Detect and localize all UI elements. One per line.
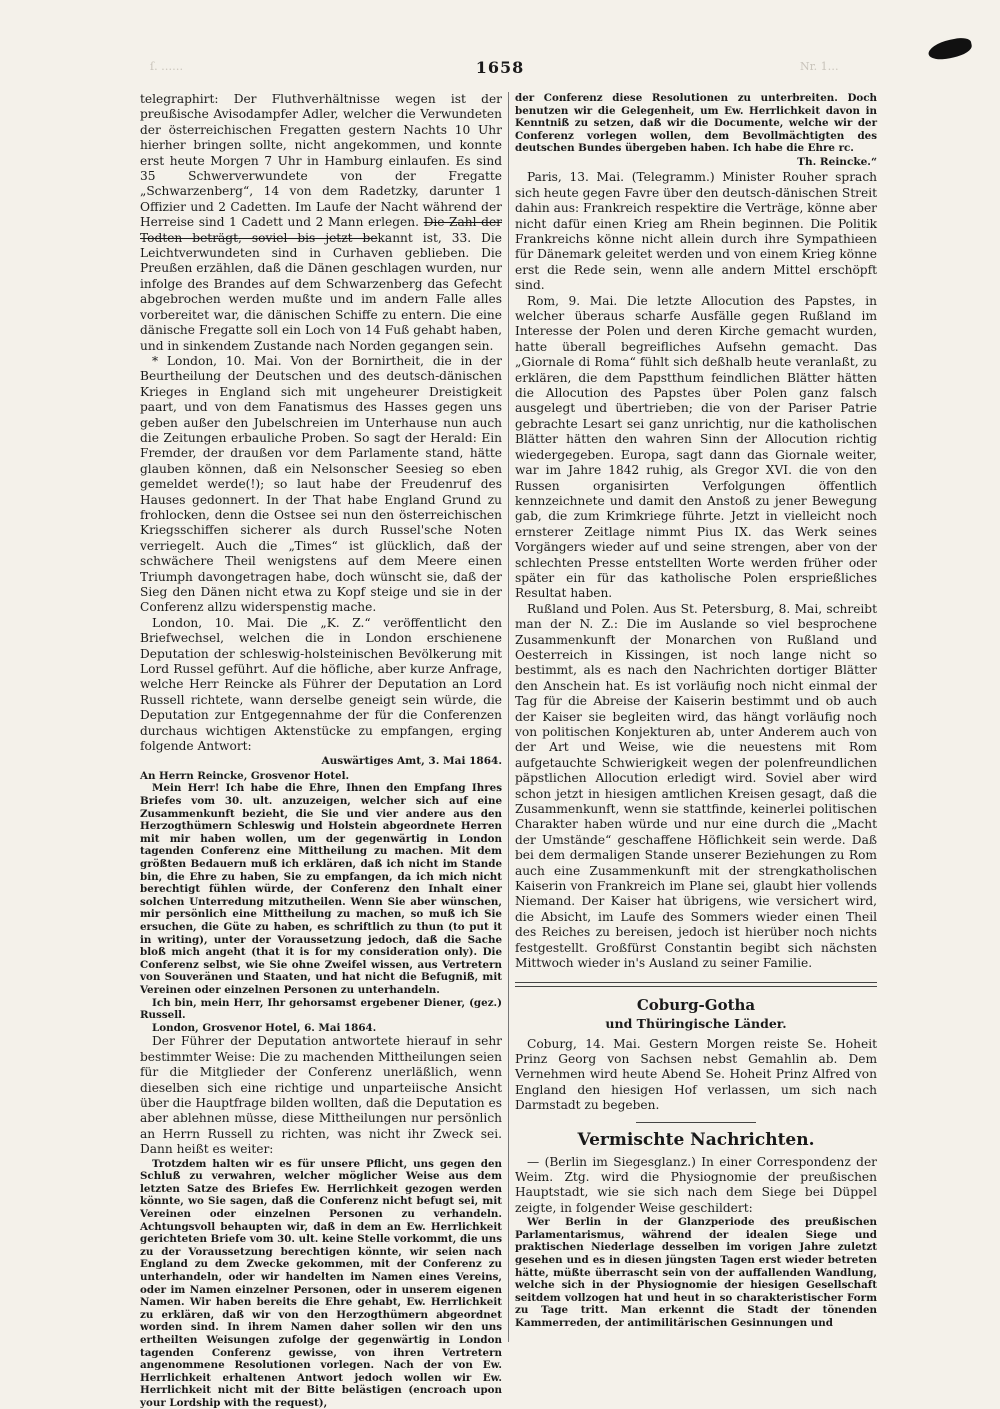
article-coburg: Coburg, 14. Mai. Gestern Morgen reiste Se. Hoheit Prinz Georg von Sachsen nebst Gemahlin ab. Dem Vernehmen wird heute Abend Se. Hoheit Prinz Alfred von England den hiesigen Hof verlassen, um sich nach Darmstadt zu begeben. (515, 1036, 877, 1113)
letter-address: An Herrn Reincke, Grosvenor Hotel. (140, 769, 350, 782)
deputation-letter-continued: der Conferenz diese Resolutionen zu unterbreiten. Doch benutzen wir die Gelegenheit, um Ew. Herrlichkeit davon in Kenntniß zu setzen, daß wir die Documente, welche wir der Conferenz vorlegen wollen, dem Bevollmächtigten des deutschen Bundes übergeben haben. Ich habe die Ehre rc. (515, 92, 877, 155)
article-russland-polen: Rußland und Polen. Aus St. Petersburg, 8. Mai, schreibt man der N. Z.: Die im Auslande so viel besprochene Zusammenkunft der Monarchen von Rußland und Oesterreich in Kissingen, ist noch lange nicht so bestimmt, als es nach den Nachrichten dortiger Blätter den Anschein hat. Es ist vorläufig noch nicht einmal der Tag für die Abreise der Kaiserin bestimmt und ob auch der Kaiser sie begleiten wird, das hängt vorläufig noch von politischen Konjekturen ab, unter Anderem auch von der Art und Weise, wie die neuestens mit Rom aufgetauchte Schwierigkeit wegen der polenfreundlichen päpstlichen Allocution erledigt wird. Soviel aber wird schon jetzt in hiesigen amtlichen Kreisen gesagt, daß die Zusammenkunft, wenn sie stattfinde, keinerlei politischen Charakter haben würde und nur eine durch die „Macht der Umstände“ geschaffene Höflichkeit sein werde. Daß bei dem dermaligen Stande unserer Beziehungen zu Rom auch eine Zusammenkunft mit der strengkatholischen Kaiserin von Frankreich im Plane sei, glaubt hier vollends Niemand. Der Kaiser hat übrigens, wie versichert wird, die Absicht, im Laufe des Sommers wieder einen Theil des Reiches zu bereisen, jedoch ist hierüber noch nichts festgestellt. Großfürst Constantin begibt sich nächsten Mittwoch wieder in's Ausland zu seiner Familie. (515, 601, 877, 971)
letter-place-date: London, Grosvenor Hotel, 6. Mai 1864. (152, 1021, 377, 1034)
struck-line: Die Zahl der Todten beträgt, soviel bis jetzt be (140, 215, 503, 245)
article-berlin-quote: Wer Berlin in der Glanzperiode des preußischen Parlamentarismus, während der idealen Siege und praktischen Niederlage desselben im vorigen Jahre zuletzt gesehen und es in diesen jüngsten Tagen erst wieder betreten hätte, müßte überrascht sein von der auffallenden Wandlung, welche sich in der Physiognomie der hiesigen Gesellschaft seitdem vollzogen hat und heut in so charakteristischer Form zu Tage tritt. Man erkennt die Stadt der tönenden Kammerreden, der antimilitärischen Gesinnungen und (515, 1216, 877, 1329)
short-rule (636, 1122, 756, 1123)
section-rule (515, 982, 877, 987)
signature-reincke: Th. Reincke.“ (797, 155, 877, 168)
article-fluthverhaeltnisse: telegraphirt: Der Fluthverhältnisse wegen ist der preußische Avisodampfer Adler, welcher die Verwundeten der österreichischen Fregatten gestern Nachts 10 Uhr hierher bringen sollte, nicht angekommen, und konnte erst heute Morgen 7 Uhr in Hamburg einlaufen. Es sind 35 Schwerverwundete von der Fregatte „Schwarzenberg“, 14 von dem Radetzky, darunter 1 Offizier und 2 Cadetten. Im Laufe der Nacht während der Herreise sind 1 Cadett und 2 Mann erlegen. Die Zahl der Todten beträgt, soviel bis jetzt bekannt ist, 33. Die Leichtverwundeten sind in Curhaven geblieben. Die Preußen erzählen, daß die Dänen geschlagen wurden, nur infolge des Brandes auf dem Schwarzenberg das Gefecht abgebrochen werden mußte und im andern Falle alles vorbereitet war, die dänischen Schiffe zu entern. Die eine dänische Fregatte soll ein Loch von 14 Fuß gehabt haben, und in sinkendem Zustande nach Norden gegangen sein. (140, 92, 503, 353)
letter-closing: Ich bin, mein Herr, Ihr gehorsamst ergebener Diener, (gez.) Russell. (140, 996, 502, 1022)
page-number: 1658 (475, 58, 525, 77)
article-deputation-reply: Der Führer der Deputation antwortete hierauf in sehr bestimmter Weise: Die zu machenden Mittheilungen seien für die Mitglieder der Conferenz unerläßlich, wenn dieselben sich eine richtige und unparteiische Ansicht über die Hauptfrage bilden wollten, daß die Deputation es aber ablehnen müsse, diese Mittheilungen nur persönlich an Herrn Russell zu richten, was nicht ihr Zweck sei. Dann heißt es weiter: (140, 1034, 502, 1157)
letter-header: Auswärtiges Amt, 3. Mai 1864. (321, 755, 502, 768)
bleed-through-text-left: ſ. …… (150, 60, 184, 73)
column-divider (508, 92, 509, 1342)
article-london-briefwechsel: London, 10. Mai. Die „K. Z.“ veröffentlicht den Briefwechsel, welchen die in London erschienene Deputation der schleswig-holsteinischen Bevölkerung mit Lord Russel geführt. Auf die höfliche, aber kurze Anfrage, welche Herr Reincke als Führer der Deputation an Lord Russell richtete, wann derselbe geneigt sein würde, die Deputation zur Entgegennahme der für die Conferenzen durchaus wichtigen Aktenstücke zu empfangen, erging folgende Antwort: (140, 615, 502, 754)
article-berlin-siegesglanz: — (Berlin im Siegesglanz.) In einer Correspondenz der Weim. Ztg. wird die Physiognomie der preußischen Hauptstadt, wie sie sich nach dem Siege bei Düppel zeigte, in folgender Weise geschildert: (515, 1154, 877, 1215)
section-heading-coburg-gotha: Coburg-Gotha (636, 995, 756, 1014)
article-paris: Paris, 13. Mai. (Telegramm.) Minister Rouher sprach sich heute gegen Favre über den deutsch-dänischen Streit dahin aus: Frankreich respektire die Verträge, könne aber nicht dafür einen Krieg am Rhein beginnen. Die Politik Frankreichs könne nicht allein durch ihre Sympathieen für Dänemark geleitet werden und von einem Krieg könne erst die Rede sein, wenn alle andern Mittel erschöpft sind. (515, 170, 877, 293)
article-london-bornirtheit: * London, 10. Mai. Von der Bornirtheit, die in der Beurtheilung der Deutschen und des deutsch-dänischen Krieges in England sich mit ungeheurer Dreistigkeit paart, und von dem Fanatismus des Hasses gegen uns geben außer den Jubelschreien im Unterhause nun auch die Zeitungen erbauliche Proben. So sagt der Herald: Ein Fremder, der draußen vor dem Parlamente stand, hätte glauben können, daß ein Nelsonscher Seesieg so eben gemeldet werde(!); so laut habe der Freudenruf des Hauses gedonnert. In der That habe England Grund zu frohlocken, denn die Ostsee sei nun den österreichischen Kriegsschiffen sicherer als durch Russel'sche Noten verriegelt. Auch die „Times“ ist glücklich, daß der schwächere Theil wenigstens auf dem Meere einen Triumph davongetragen habe, doch wünscht sie, daß der Sieg den Dänen nicht etwa zu Kopf steige und sie in der Conferenz allzu widerspenstig mache. (140, 353, 502, 615)
bleed-through-text-right: Nr. 1… (800, 60, 839, 73)
letter-body: Mein Herr! Ich habe die Ehre, Ihnen den Empfang Ihres Briefes vom 30. ult. anzuzeigen, welcher sich auf eine Zusammenkunft bezieht, die Sie und vier andere aus den Herzogthümern Schleswig und Holstein abgeordnete Herren mit mir haben wollen, um der gegenwärtig in London tagenden Conferenz eine Mittheilung zu machen. Mit dem größten Bedauern muß ich erklären, daß ich nicht im Stande bin, die Ehre zu haben, Sie zu empfangen, da ich mich nicht berechtigt fühlen würde, der Conferenz den Inhalt einer solchen Unterredung mitzutheilen. Wenn Sie aber wünschen, mir persönlich eine Mittheilung zu machen, so muß ich Sie ersuchen, die Güte zu haben, es schriftlich zu thun (to put it in writing), unter der Voraussetzung jedoch, daß die Sache bloß mich angeht (that it is for my consideration only). Die Conferenz selbst, wie Sie ohne Zweifel wissen, aus Vertretern von Souveränen und Staaten, und hat nicht die Befugniß, mit Vereinen oder einzelnen Personen zu unterhandeln. (140, 782, 502, 996)
right-column (515, 92, 877, 1347)
section-subheading-thueringen: und Thüringische Länder. (605, 1015, 787, 1031)
left-column (140, 92, 503, 1409)
article-rom: Rom, 9. Mai. Die letzte Allocution des Papstes, in welcher überaus scharfe Ausfälle gegen Rußland im Interesse der Polen und deren Kirche gemacht wurden, hatte überall begreifliches Aufsehn gemacht. Das „Giornale di Roma“ fühlt sich deßhalb heute veranlaßt, zu erklären, die dem Papstthum feindlichen Blätter hätten die Allocution des Papstes über Polen ganz falsch ausgelegt und übertrieben; die von der Pariser Patrie gebrachte Lesart sei ganz unrichtig, nur die katholischen Blätter hätten den wahren Sinn der Allocution richtig wiedergegeben. Europa, sagt dann das Giornale weiter, war im Jahre 1842 ruhig, als Gregor XVI. die von den Russen organisirten Verfolgungen öffentlich kennzeichnete und damit den Anstoß zu jener Bewegung gab, die zum Krimkriege führte. Jetzt in vielleicht noch ernsterer Zeitlage nimmt Pius IX. das Werk seines Vorgängers wieder auf und seine strengen, aber von der schlechten Presse entstellten Worte werden früher oder später ein für das katholische Polen ersprießliches Resultat haben. (515, 293, 877, 601)
section-heading-vermischte: Vermischte Nachrichten. (577, 1129, 815, 1150)
deputation-letter-body: Trotzdem halten wir es für unsere Pflicht, uns gegen den Schluß zu verwahren, welcher möglicher Weise aus dem letzten Satze des Briefes Ew. Herrlichkeit gezogen werden könnte, wo Sie sagen, daß die Conferenz nicht befugt sei, mit Vereinen oder einzelnen Personen zu verhandeln. Achtungsvoll behaupten wir, daß in dem an Ew. Herrlichkeit gerichteten Briefe vom 30. ult. keine Stelle vorkommt, die uns zu der Voraussetzung berechtigen könnte, wir seien nach England zu dem Zwecke gekommen, mit der Conferenz zu unterhandeln, oder wir handelten im Namen eines Vereins, oder im Namen einzelner Personen, oder in unserem eigenen Namen. Wir haben bereits die Ehre gehabt, Ew. Herrlichkeit zu erklären, daß wir von den Herzogthümern abgeordnet worden sind. In ihrem Namen daher sollen wir den uns ertheilten Weisungen zufolge der gegenwärtig in London tagenden Conferenz gewisse, von ihren Vertretern angenommene Resolutionen vorlegen. Nach der von Ew. Herrlichkeit erhaltenen Antwort jedoch wollen wir Ew. Herrlichkeit nicht mit der Bitte belästigen (encroach upon your Lordship with the request), (140, 1157, 502, 1409)
